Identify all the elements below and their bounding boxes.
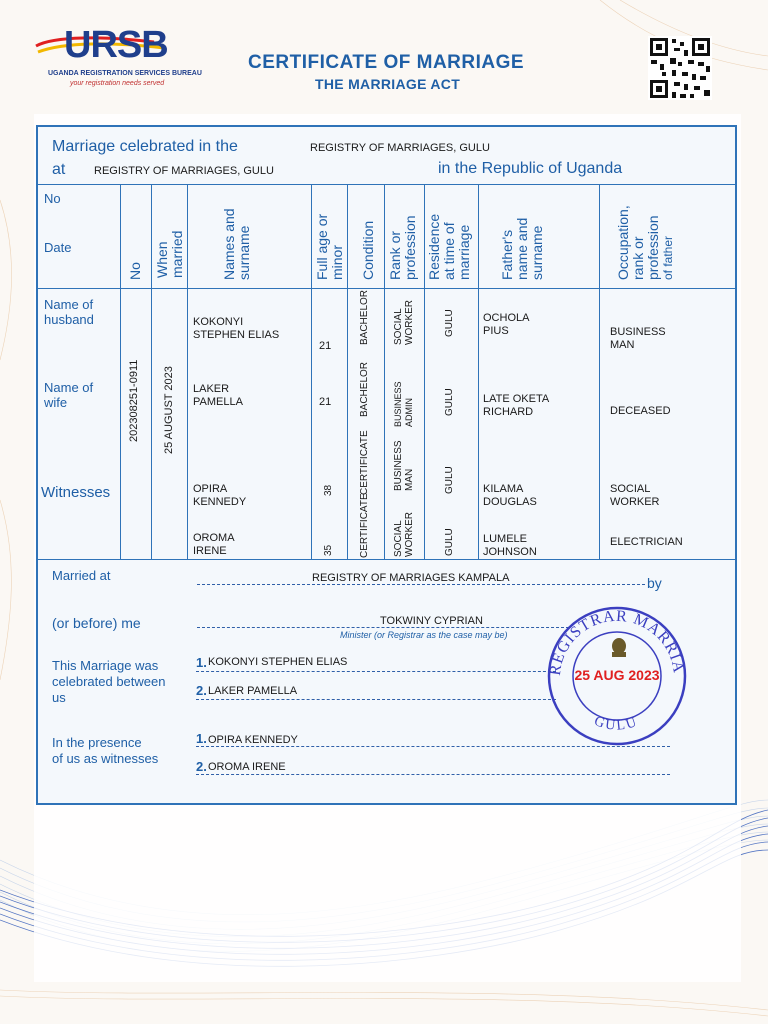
husband-father-line1: OCHOLA [483, 312, 530, 324]
header-residence-line3: marriage [456, 224, 472, 280]
wife-father [483, 393, 549, 419]
husband-father-line2: PIUS [483, 325, 509, 337]
witness1-father [483, 483, 537, 509]
husband-occupation-line2: MAN [610, 339, 635, 351]
logo-name: UGANDA REGISTRATION SERVICES BUREAU [48, 70, 202, 77]
witness2-name [193, 532, 235, 558]
col-divider [424, 184, 425, 559]
row-label-husband-line1: Name of [44, 297, 94, 312]
husband-rank-line2: WORKER [404, 300, 415, 345]
header-date: Date [44, 240, 72, 255]
witness1-rank [393, 440, 415, 491]
married-at-label: Married at [52, 568, 111, 583]
stamp-date: 25 AUG 2023 [574, 667, 660, 683]
wife-father-line1: LATE OKETA [483, 393, 550, 405]
col-divider [120, 184, 121, 559]
husband-occupation-line1: BUSINESS [610, 326, 666, 338]
stamp-bottom-text: GULU [591, 713, 641, 734]
svg-text:GULU [592, 714, 640, 734]
row-label-wife [44, 380, 93, 410]
col-divider [599, 184, 600, 559]
witness2-number: 2. [196, 759, 207, 774]
husband-name-line2: STEPHEN ELIAS [193, 329, 280, 341]
witness1-father-occupation [610, 483, 660, 509]
witness2-father-line2: JOHNSON [483, 546, 537, 558]
party2-line [196, 699, 556, 700]
wife-name-line1: LAKER [193, 383, 230, 395]
header-residence-line1: Residence [426, 213, 442, 280]
certificate-subtitle: THE MARRIAGE ACT [315, 76, 461, 92]
header-col-residence [427, 214, 472, 280]
witness2-rank-line2: WORKER [404, 512, 415, 557]
qr-code [648, 36, 712, 100]
header-age-line1: Full age or [314, 213, 330, 280]
header-age-line2: minor [329, 244, 345, 280]
officer-caption: Minister (or Registrar as the case may be) [340, 630, 508, 640]
party1-number: 1. [196, 655, 207, 670]
witness1-occupation-line2: WORKER [610, 496, 660, 508]
married-at-value: REGISTRY OF MARRIAGES KAMPALA [312, 572, 510, 584]
header-occupation-line4: of father [661, 235, 675, 280]
header-names-line1: Names and [221, 208, 237, 280]
husband-rank [393, 300, 415, 345]
logo-acronym: URSB [64, 24, 168, 66]
witness2-name-line1: OROMA [193, 532, 235, 544]
header-rank-line2: profession [402, 215, 418, 280]
party2-number: 2. [196, 683, 207, 698]
party1-line [196, 671, 556, 672]
footer-witness1-name: OPIRA KENNEDY [208, 734, 298, 746]
wife-condition: BACHELOR [359, 361, 370, 417]
header-occupation-line1: Occupation, [615, 205, 631, 280]
witness2-rank-line1: SOCIAL [393, 520, 404, 557]
wife-rank-line2: ADMIN [404, 398, 414, 427]
table-header-top-line [37, 184, 736, 185]
header-col-when-married [155, 231, 185, 278]
row-label-wife-line2: wife [44, 395, 68, 410]
celebrated-between-label [52, 658, 165, 706]
registrar-seal-icon [542, 604, 692, 746]
table-header-bottom-line [37, 288, 736, 289]
header-occupation-line2: rank or [630, 236, 646, 280]
party1-name: KOKONYI STEPHEN ELIAS [208, 656, 348, 668]
header-col-condition: Condition [360, 220, 376, 280]
presence-line2: of us as witnesses [52, 751, 159, 766]
witness2-line [196, 774, 670, 775]
husband-age: 21 [319, 340, 332, 352]
header-no: No [44, 191, 61, 206]
presence-line1: In the presence [52, 735, 142, 750]
col-divider [384, 184, 385, 559]
witness1-occupation-line1: SOCIAL [610, 483, 651, 495]
witness2-name-line2: IRENE [193, 545, 227, 557]
witness2-condition: CERTIFICATE [359, 493, 370, 558]
header-when-line2: married [169, 230, 185, 278]
header-col-rank [388, 215, 418, 280]
header-residence-line2: at time of [441, 222, 457, 280]
header-when-line1: When [154, 241, 170, 278]
witness2-residence: GULU [444, 528, 455, 556]
wife-age: 21 [319, 396, 332, 408]
celebrated-between-line2: celebrated between [52, 674, 166, 689]
witness1-father-line2: DOUGLAS [483, 496, 537, 508]
ursb-logo [34, 24, 202, 94]
witness2-age: 35 [323, 544, 334, 556]
officer-line [197, 627, 569, 628]
header-col-father [500, 218, 545, 280]
witness1-number: 1. [196, 731, 207, 746]
husband-father-occupation [610, 326, 666, 352]
witness1-condition: CERTIFICATE [359, 430, 370, 495]
witness2-occupation-line1: ELECTRICIAN [610, 536, 683, 548]
wife-occupation-line1: DECEASED [610, 405, 671, 417]
husband-name-line1: KOKONYI [193, 316, 244, 328]
husband-rank-line1: SOCIAL [393, 308, 404, 345]
wife-rank [393, 381, 415, 427]
header-father-line1: Father's [499, 229, 515, 280]
header-occupation-line3: profession [645, 215, 661, 280]
row-label-husband-line2: husband [44, 312, 94, 327]
celebrated-between-line3: us [52, 690, 66, 705]
witness2-father [483, 533, 537, 559]
logo-tagline: your registration needs served [70, 80, 165, 87]
header-col-no: No [127, 262, 143, 280]
qr-code-icon [648, 36, 712, 100]
col-divider [478, 184, 479, 559]
party2-name: LAKER PAMELLA [208, 685, 298, 697]
wife-name [193, 383, 243, 409]
table-bottom-line [37, 559, 736, 560]
header-rank-line1: Rank or [387, 230, 403, 280]
header-col-age [315, 214, 345, 280]
republic-label: in the Republic of Uganda [438, 160, 623, 177]
witness1-age: 38 [323, 484, 334, 496]
witness1-rank-line1: BUSINESS [393, 440, 404, 491]
witness1-name-line1: OPIRA [193, 483, 228, 495]
col-divider [151, 184, 152, 559]
at-label: at [52, 161, 66, 178]
by-label: by [647, 575, 662, 591]
wife-father-occupation [610, 405, 671, 417]
registrar-stamp [542, 604, 692, 746]
witness1-residence: GULU [444, 466, 455, 494]
witness1-name [193, 483, 246, 509]
celebrated-in-label: Marriage celebrated in the [52, 138, 238, 155]
witness2-father-occupation [610, 536, 683, 548]
entry-number: 202308251-0911 [128, 359, 140, 442]
witness2-rank [393, 512, 415, 557]
stamp-top-text: REGISTRAR MARRIA [546, 607, 688, 677]
wife-residence: GULU [444, 388, 455, 416]
witnesses-presence-label [52, 735, 158, 767]
celebrated-between-line1: This Marriage was [52, 658, 159, 673]
celebrated-in-value: REGISTRY OF MARRIAGES, GULU [310, 142, 490, 154]
husband-name [193, 316, 279, 342]
certificate-title: CERTIFICATE OF MARRIAGE [248, 52, 525, 73]
header-col-names [222, 208, 252, 280]
header-father-line3: surname [529, 225, 545, 280]
row-label-wife-line1: Name of [44, 380, 94, 395]
coat-of-arms-icon [612, 638, 626, 657]
row-label-husband [44, 297, 94, 327]
wife-rank-line1: BUSINESS [393, 381, 403, 427]
witness1-father-line1: KILAMA [483, 483, 524, 495]
col-divider [311, 184, 312, 559]
header-names-line2: surname [236, 225, 252, 280]
wife-name-line2: PAMELLA [193, 396, 243, 408]
husband-residence: GULU [444, 309, 455, 337]
witness1-name-line2: KENNEDY [193, 496, 247, 508]
wife-father-line2: RICHARD [483, 406, 534, 418]
row-label-witnesses: Witnesses [41, 484, 111, 501]
col-divider [187, 184, 188, 559]
officer-name: TOKWINY CYPRIAN [380, 615, 483, 627]
footer-witness2-name: OROMA IRENE [208, 761, 286, 773]
husband-condition: BACHELOR [359, 289, 370, 345]
before-me-label: (or before) me [52, 615, 141, 631]
married-at-line [197, 584, 645, 585]
header-col-occupation [616, 205, 676, 280]
col-divider [347, 184, 348, 559]
at-value: REGISTRY OF MARRIAGES, GULU [94, 165, 274, 177]
husband-father [483, 312, 529, 338]
witness2-father-line1: LUMELE [483, 533, 528, 545]
witness1-rank-line2: MAN [404, 468, 415, 491]
witness1-line [196, 746, 670, 747]
header-father-line2: name and [514, 217, 530, 280]
marriage-date: 25 AUGUST 2023 [163, 366, 175, 454]
